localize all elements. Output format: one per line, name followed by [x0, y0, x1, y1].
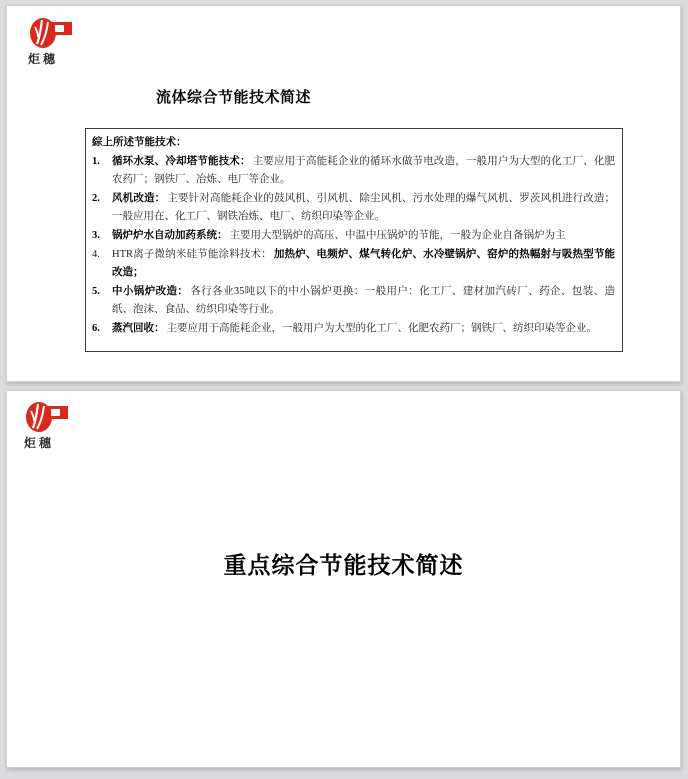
item-body: 各行各业35吨以下的中小锅炉更换：一般用户：化工厂、建材加汽砖厂、药企、包装、造纸、泡沫、食品、纺织印染等行业。	[112, 286, 616, 315]
company-logo	[24, 399, 84, 451]
item-lead: 中小锅炉改造：	[112, 286, 189, 297]
slide-2	[6, 390, 681, 768]
item-body: 主要针对高能耗企业的鼓风机、引风机、除尘风机、污水处理的爆气风机、罗茨风机进行改造；一般应用在、化工厂、钢铁冶炼、电厂、纺织印染等企业。	[112, 193, 616, 222]
flame-logo-icon	[28, 15, 74, 49]
item-lead: 循环水泵、冷却塔节能技术：	[112, 156, 251, 167]
logo-text: 炬穗	[24, 436, 55, 450]
list-item	[92, 246, 615, 282]
list-item	[92, 283, 615, 319]
company-logo	[28, 15, 88, 67]
item-lead: 锅炉炉水自动加药系统：	[112, 230, 228, 241]
box-heading: 綜上所述节能技术：	[92, 137, 187, 148]
items-list	[92, 153, 615, 338]
item-body: 主要应用于高能耗企业的循环水做节电改造，一般用户为大型的化工厂、化肥农药厂；钢铁厂、冶炼、电厂等企业。	[112, 156, 616, 185]
item-number: 1.	[92, 156, 100, 167]
item-number: 3.	[92, 230, 100, 241]
flame-logo-icon	[24, 399, 70, 433]
item-number: 5.	[92, 286, 100, 297]
item-lead: 风机改造：	[112, 193, 166, 204]
item-body: 加热炉、电频炉、煤气转化炉、水冷壁锅炉、窑炉的热幅射与吸热型节能改造；	[112, 249, 616, 278]
slide1-title: 流体综合节能技术简述	[156, 90, 312, 106]
item-lead: HTR离子微纳米硅节能涂料技术：	[112, 249, 272, 260]
list-item	[92, 190, 615, 226]
list-item	[92, 320, 615, 338]
item-number: 6.	[92, 323, 100, 334]
list-item	[92, 153, 615, 189]
item-lead: 蒸汽回收：	[112, 323, 165, 334]
item-number: 2.	[92, 193, 100, 204]
item-number: 4.	[92, 249, 100, 260]
list-item	[92, 227, 615, 245]
logo-text: 炬穗	[28, 52, 59, 66]
item-body: 主要应用于高能耗企业，一般用户为大型的化工厂、化肥农药厂；钢铁厂、纺织印染等企业。	[166, 323, 597, 334]
content-box	[85, 128, 623, 352]
item-body: 主要用大型锅炉的高压、中温中压锅炉的节能，一般为企业自备锅炉为主	[229, 230, 566, 241]
slide-1	[6, 5, 681, 382]
slide2-title: 重点综合节能技术简述	[223, 553, 464, 578]
